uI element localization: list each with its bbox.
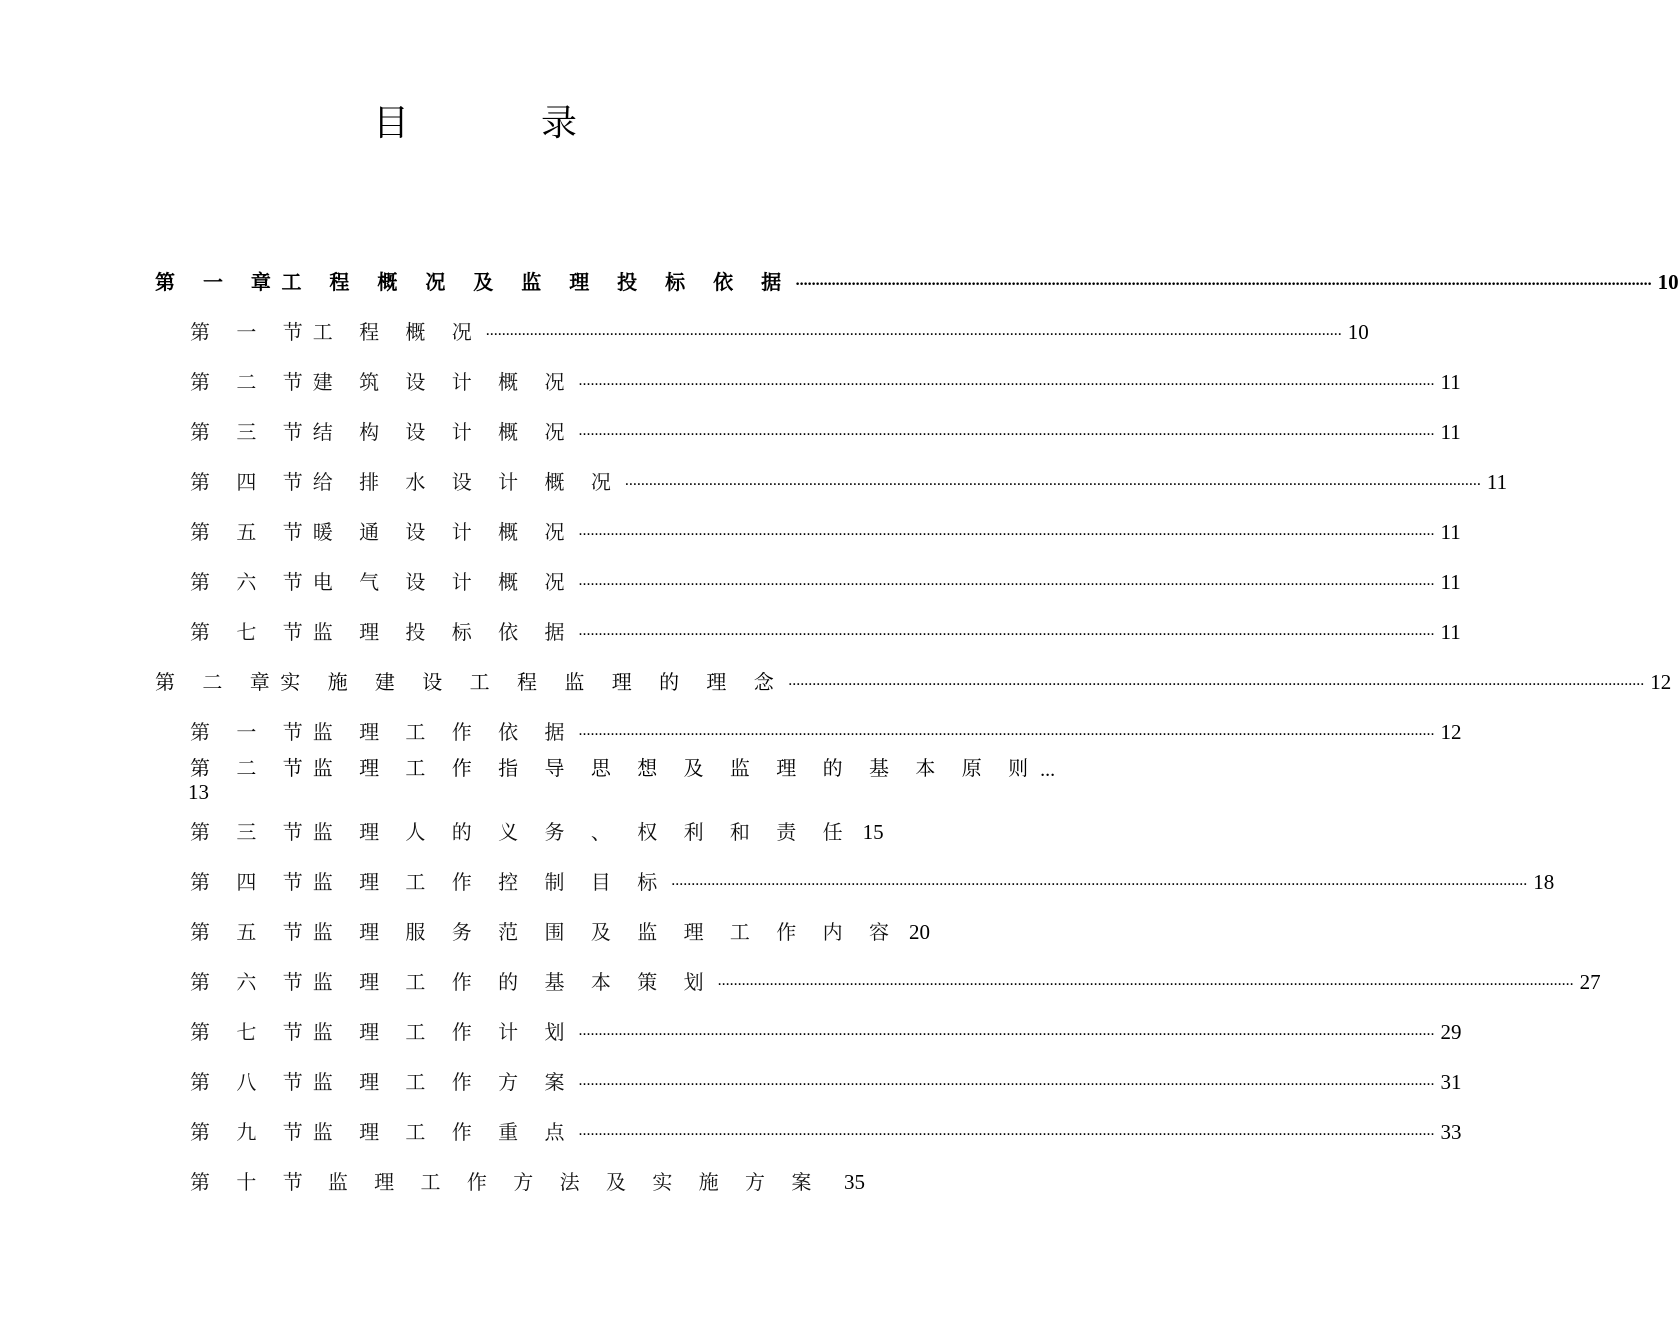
- toc-entry-title: 监 理 工 作 依 据: [312, 720, 575, 744]
- toc-section-2-9[interactable]: [190, 1106, 1462, 1146]
- toc-section-label: 第 六 节: [190, 970, 313, 994]
- toc-leader-dots: [579, 570, 1435, 592]
- toc-entry-title: 监 理 服 务 范 围 及 监 理 工 作 内 容: [312, 920, 900, 944]
- toc-entry-title: 监 理 工 作 重 点: [312, 1120, 575, 1144]
- toc-chapter-1[interactable]: [155, 256, 1679, 296]
- toc-leader-dots: [579, 1020, 1435, 1042]
- toc-section-label: 第 七 节: [190, 1020, 313, 1044]
- toc-entry-title: 监 理 工 作 指 导 思 想 及 监 理 的 基 本 原 则: [312, 756, 1039, 780]
- toc-entry-title: 给 排 水 设 计 概 况: [312, 470, 621, 494]
- toc-leader-dots: [579, 720, 1435, 742]
- toc-leader-dots: [579, 620, 1435, 642]
- page-title: 目 录: [372, 103, 625, 144]
- toc-section-2-10[interactable]: [190, 1156, 865, 1196]
- toc-entry-title: 建 筑 设 计 概 况: [312, 370, 575, 394]
- toc-section-label: 第 三 节: [190, 420, 313, 444]
- toc-page-number: 12: [1650, 670, 1672, 694]
- toc-entry-title: 监 理 工 作 控 制 目 标: [312, 870, 668, 894]
- toc-section-2-4[interactable]: [190, 856, 1555, 896]
- toc-section-label: 第 十 节: [190, 1170, 313, 1194]
- toc-section-label: 第 九 节: [190, 1120, 313, 1144]
- toc-section-2-1[interactable]: [190, 706, 1462, 746]
- toc-section-2-2[interactable]: [188, 754, 1056, 804]
- toc-leader-dots: [579, 420, 1435, 442]
- toc-page-number: 31: [1440, 1070, 1462, 1094]
- toc-section-label: 第 五 节: [190, 920, 313, 944]
- toc-page-number: 11: [1440, 370, 1461, 394]
- toc-leader-dots: [579, 1120, 1435, 1142]
- toc-page-number: 18: [1533, 870, 1555, 894]
- toc-section-1-1[interactable]: [190, 306, 1369, 346]
- toc-page-number: 11: [1440, 520, 1461, 544]
- toc-entry-title: 监 理 投 标 依 据: [312, 620, 575, 644]
- toc-chapter-label: 第 一 章: [155, 270, 282, 294]
- toc-entry-title: 监 理 工 作 的 基 本 策 划: [312, 970, 714, 994]
- toc-section-label: 第 七 节: [190, 620, 313, 644]
- toc-leader-dots: [625, 470, 1481, 492]
- toc-entry-title: 监 理 工 作 方 法 及 实 施 方 案: [327, 1170, 822, 1194]
- toc-leader-ellipsis: ...: [1040, 759, 1056, 781]
- toc-page-number: 11: [1440, 420, 1461, 444]
- toc-page-number: 29: [1440, 1020, 1462, 1044]
- toc-leader-dots: [486, 320, 1342, 342]
- toc-section-label: 第 二 节: [190, 370, 313, 394]
- toc-section-label: 第 八 节: [190, 1070, 313, 1094]
- toc-page-number: 10: [1657, 270, 1679, 294]
- toc-section-label: 第 四 节: [190, 470, 313, 494]
- toc-page-number: 13: [188, 780, 209, 804]
- toc-leader-dots: [788, 670, 1644, 692]
- toc-section-2-3[interactable]: [190, 806, 884, 846]
- toc-page-number: 27: [1579, 970, 1601, 994]
- toc-chapter-2[interactable]: [155, 656, 1672, 696]
- toc-section-2-6[interactable]: [190, 956, 1601, 996]
- toc-page-number: 12: [1440, 720, 1462, 744]
- toc-page-number: 11: [1440, 620, 1461, 644]
- toc-section-label: 第 四 节: [190, 870, 313, 894]
- toc-leader-dots: [579, 370, 1435, 392]
- toc-leader-dots: [796, 270, 1652, 292]
- toc-leader-dots: [579, 1070, 1435, 1092]
- toc-entry-title: 监 理 工 作 计 划: [312, 1020, 575, 1044]
- toc-section-2-8[interactable]: [190, 1056, 1462, 1096]
- toc-section-label: 第 二 节: [190, 756, 313, 780]
- toc-section-1-4[interactable]: [190, 456, 1508, 496]
- toc-section-1-3[interactable]: [190, 406, 1461, 446]
- toc-leader-dots: [579, 520, 1435, 542]
- toc-entry-title: 监 理 人 的 义 务 、 权 利 和 责 任: [312, 820, 853, 844]
- toc-section-label: 第 一 节: [190, 720, 313, 744]
- toc-entry-title: 工 程 概 况: [312, 320, 482, 344]
- toc-section-1-7[interactable]: [190, 606, 1461, 646]
- toc-section-label: 第 六 节: [190, 570, 313, 594]
- toc-page-number: 35: [844, 1170, 865, 1194]
- toc-page-number: 10: [1347, 320, 1369, 344]
- toc-page-number: 11: [1486, 470, 1508, 494]
- toc-leader-dots: [671, 870, 1527, 892]
- toc-page-number: 11: [1440, 570, 1461, 594]
- toc-section-label: 第 一 节: [190, 320, 313, 344]
- toc-section-1-2[interactable]: [190, 356, 1461, 396]
- toc-entry-title: 电 气 设 计 概 况: [312, 570, 575, 594]
- toc-page-number: 15: [862, 820, 884, 844]
- toc-section-label: 第 三 节: [190, 820, 313, 844]
- toc-section-2-7[interactable]: [190, 1006, 1462, 1046]
- toc-entry-title: 监 理 工 作 方 案: [312, 1070, 575, 1094]
- toc-entry-title: 实 施 建 设 工 程 监 理 的 理 念: [280, 670, 785, 694]
- toc-entry-title: 结 构 设 计 概 况: [312, 420, 575, 444]
- toc-entry-title: 暖 通 设 计 概 况: [312, 520, 575, 544]
- toc-section-2-5[interactable]: [190, 906, 931, 946]
- toc-leader-dots: [718, 970, 1574, 992]
- toc-section-1-6[interactable]: [190, 556, 1461, 596]
- toc-section-label: 第 五 节: [190, 520, 313, 544]
- toc-page-number: 20: [909, 920, 931, 944]
- toc-chapter-label: 第 二 章: [155, 670, 281, 694]
- toc-page-number: 33: [1440, 1120, 1462, 1144]
- toc-entry-title: 工 程 概 况 及 监 理 投 标 依 据: [281, 270, 792, 294]
- toc-section-1-5[interactable]: [190, 506, 1461, 546]
